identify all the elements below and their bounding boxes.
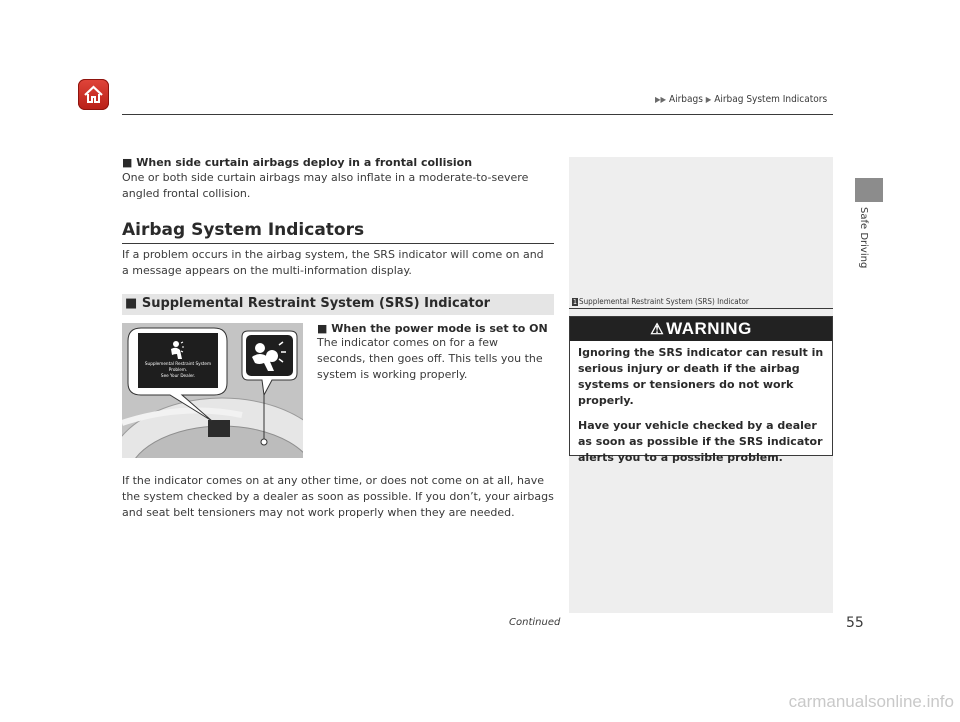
intro-subheading: ■ When side curtain airbags deploy in a frontal collision <box>122 156 473 169</box>
square-bullet-icon: ■ <box>125 296 138 311</box>
breadcrumb-item[interactable]: Airbag System Indicators <box>714 94 828 105</box>
figure-message-line: Supplemental Restraint System <box>144 361 212 366</box>
section-title: Airbag System Indicators <box>122 220 365 240</box>
chapter-tab-label: Safe Driving <box>858 207 869 269</box>
header-divider <box>122 114 833 115</box>
warning-header: ⚠ WARNING <box>570 317 832 341</box>
srs-subheading: ■ When the power mode is set to ON <box>317 322 548 335</box>
chapter-tab[interactable] <box>855 178 883 202</box>
srs-after-paragraph: If the indicator comes on at any other time, or does not come on at all, have the system checked by a dealer as soon as possible. If you don’t, your airbags and seat belt tensioners may not work properly when they are needed. <box>122 474 554 519</box>
warning-text <box>570 341 832 466</box>
square-bullet-icon: ■ <box>317 322 328 335</box>
warning-paragraph: Have your vehicle checked by a dealer as soon as possible if the SRS indicator alerts you to a possible problem. <box>578 419 823 464</box>
section-paragraph: If a problem occurs in the airbag system, the SRS indicator will come on and a message appears on the multi-information display. <box>122 248 544 277</box>
srs-paragraph: The indicator comes on for a few seconds, then goes off. This tells you the system is working properly. <box>317 336 543 381</box>
home-icon <box>83 84 104 105</box>
dashboard-illustration <box>122 323 303 458</box>
warning-box <box>569 316 833 464</box>
warning-triangle-icon: ⚠ <box>650 321 665 338</box>
note-title: 1 Supplemental Restraint System (SRS) Indicator <box>573 297 749 306</box>
square-bullet-icon: ■ <box>122 156 133 169</box>
continued-label: Continued <box>509 617 561 628</box>
home-button[interactable] <box>78 79 109 110</box>
srs-indicator-figure <box>122 323 303 458</box>
breadcrumb <box>655 94 827 105</box>
breadcrumb-item[interactable]: Airbags <box>668 94 703 105</box>
note-number-badge: 1 <box>573 298 578 306</box>
figure-message-line: Problem. <box>168 367 188 372</box>
breadcrumb-arrow-icon: ▶▶ <box>655 95 667 104</box>
intro-paragraph: One or both side curtain airbags may also inflate in a moderate-to-severe angled frontal collision. <box>122 171 529 200</box>
figure-message-line: See Your Dealer. <box>160 373 196 378</box>
breadcrumb-arrow-icon: ▶ <box>705 95 712 104</box>
srs-heading: ■ Supplemental Restraint System (SRS) Indicator <box>122 294 554 315</box>
section-divider <box>122 243 554 244</box>
page-number: 55 <box>846 615 864 631</box>
watermark: carmanualsonline.info <box>788 692 954 711</box>
warning-paragraph: Ignoring the SRS indicator can result in serious injury or death if the airbag systems or tensioners do not work properly. <box>578 346 824 407</box>
note-divider <box>569 308 833 309</box>
